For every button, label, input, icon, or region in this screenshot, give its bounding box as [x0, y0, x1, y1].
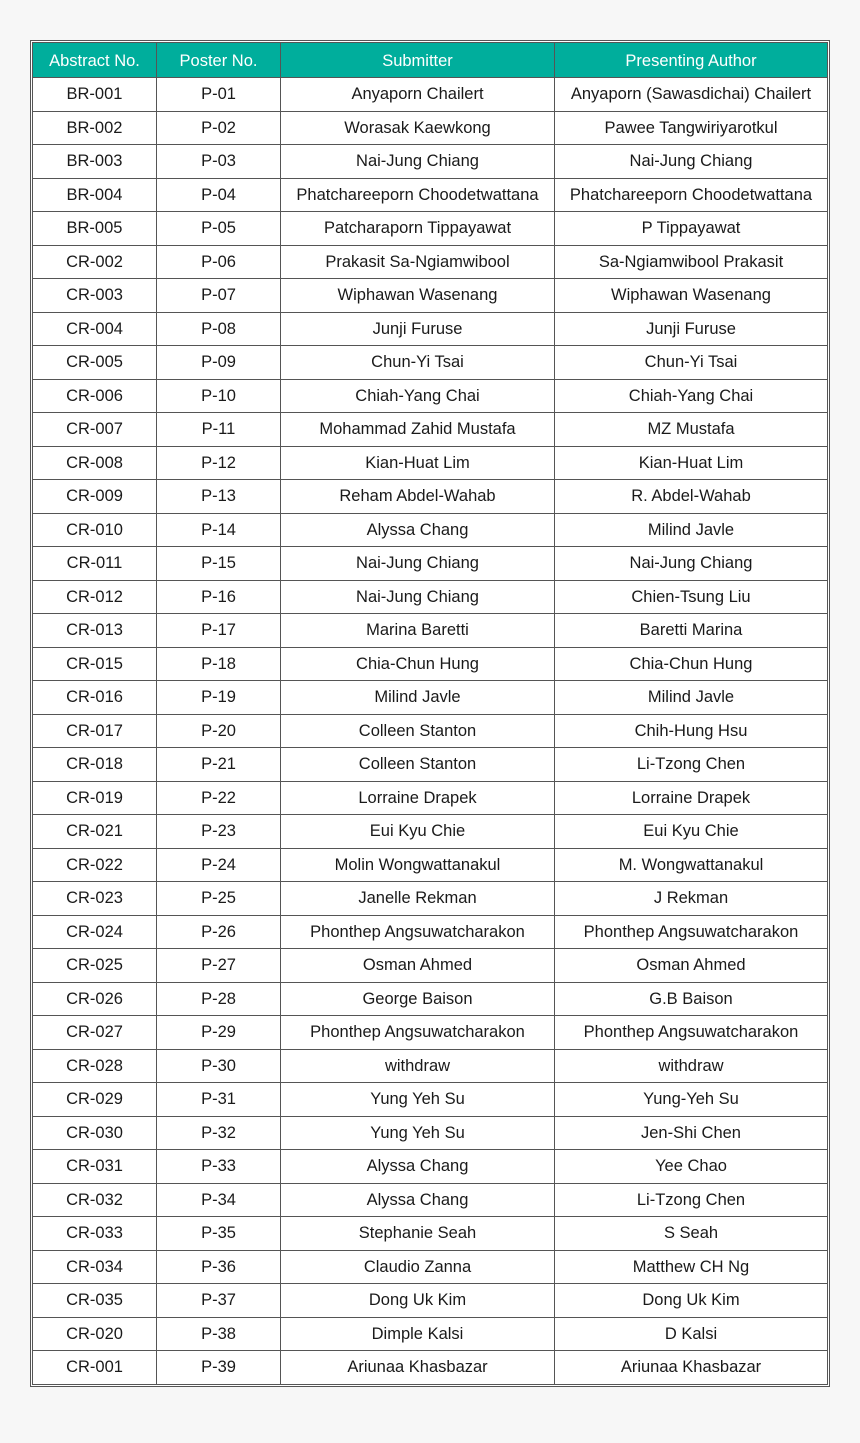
poster-no-cell: P-11	[157, 413, 281, 447]
abstract-no-cell: CR-033	[33, 1217, 157, 1251]
submitter-cell: Reham Abdel-Wahab	[281, 480, 555, 514]
header-presenting-author: Presenting Author	[555, 43, 828, 78]
table-row	[33, 848, 828, 882]
abstract-no-cell: CR-026	[33, 982, 157, 1016]
abstract-no-cell: CR-020	[33, 1317, 157, 1351]
presenting-author-cell: Li-Tzong Chen	[555, 1183, 828, 1217]
submitter-cell: Yung Yeh Su	[281, 1116, 555, 1150]
presenting-author-cell: Chien-Tsung Liu	[555, 580, 828, 614]
table-row	[33, 614, 828, 648]
submitter-cell: Dimple Kalsi	[281, 1317, 555, 1351]
table-row	[33, 748, 828, 782]
table-row	[33, 480, 828, 514]
presenting-author-cell: M. Wongwattanakul	[555, 848, 828, 882]
poster-no-cell: P-08	[157, 312, 281, 346]
table-row	[33, 78, 828, 112]
submitter-cell: Mohammad Zahid Mustafa	[281, 413, 555, 447]
submitter-cell: Anyaporn Chailert	[281, 78, 555, 112]
table-row	[33, 379, 828, 413]
abstract-no-cell: CR-001	[33, 1351, 157, 1385]
poster-no-cell: P-12	[157, 446, 281, 480]
abstract-no-cell: CR-019	[33, 781, 157, 815]
abstract-no-cell: BR-005	[33, 212, 157, 246]
abstract-no-cell: BR-002	[33, 111, 157, 145]
presenting-author-cell: R. Abdel-Wahab	[555, 480, 828, 514]
table-header	[33, 43, 828, 78]
submitter-cell: Osman Ahmed	[281, 949, 555, 983]
submitter-cell: Phonthep Angsuwatcharakon	[281, 1016, 555, 1050]
poster-no-cell: P-34	[157, 1183, 281, 1217]
presenting-author-cell: Chiah-Yang Chai	[555, 379, 828, 413]
abstract-no-cell: CR-028	[33, 1049, 157, 1083]
submitter-cell: Chiah-Yang Chai	[281, 379, 555, 413]
poster-no-cell: P-10	[157, 379, 281, 413]
abstract-no-cell: CR-021	[33, 815, 157, 849]
abstract-no-cell: CR-025	[33, 949, 157, 983]
table-row	[33, 212, 828, 246]
presenting-author-cell: Jen-Shi Chen	[555, 1116, 828, 1150]
poster-no-cell: P-15	[157, 547, 281, 581]
presenting-author-cell: Yung-Yeh Su	[555, 1083, 828, 1117]
presenting-author-cell: Chia-Chun Hung	[555, 647, 828, 681]
submitter-cell: Alyssa Chang	[281, 1150, 555, 1184]
poster-no-cell: P-03	[157, 145, 281, 179]
abstract-no-cell: BR-004	[33, 178, 157, 212]
table-row	[33, 1183, 828, 1217]
poster-no-cell: P-22	[157, 781, 281, 815]
abstract-no-cell: BR-001	[33, 78, 157, 112]
submitter-cell: Alyssa Chang	[281, 513, 555, 547]
poster-no-cell: P-20	[157, 714, 281, 748]
table-row	[33, 1317, 828, 1351]
submitter-cell: Colleen Stanton	[281, 748, 555, 782]
poster-no-cell: P-25	[157, 882, 281, 916]
abstract-no-cell: CR-011	[33, 547, 157, 581]
poster-no-cell: P-23	[157, 815, 281, 849]
submitter-cell: Chia-Chun Hung	[281, 647, 555, 681]
table-row	[33, 1284, 828, 1318]
submitter-cell: Chun-Yi Tsai	[281, 346, 555, 380]
presenting-author-cell: Kian-Huat Lim	[555, 446, 828, 480]
table-row	[33, 413, 828, 447]
abstract-no-cell: CR-022	[33, 848, 157, 882]
submitter-cell: Patcharaporn Tippayawat	[281, 212, 555, 246]
abstract-no-cell: CR-016	[33, 681, 157, 715]
abstract-no-cell: CR-032	[33, 1183, 157, 1217]
poster-no-cell: P-37	[157, 1284, 281, 1318]
presenting-author-cell: P Tippayawat	[555, 212, 828, 246]
submitter-cell: Molin Wongwattanakul	[281, 848, 555, 882]
poster-no-cell: P-21	[157, 748, 281, 782]
presenting-author-cell: withdraw	[555, 1049, 828, 1083]
table-row	[33, 1049, 828, 1083]
poster-no-cell: P-39	[157, 1351, 281, 1385]
abstract-no-cell: CR-029	[33, 1083, 157, 1117]
poster-no-cell: P-24	[157, 848, 281, 882]
table-row	[33, 815, 828, 849]
abstract-no-cell: CR-018	[33, 748, 157, 782]
header-abstract-no: Abstract No.	[33, 43, 157, 78]
submitter-cell: Ariunaa Khasbazar	[281, 1351, 555, 1385]
table-row	[33, 1217, 828, 1251]
table-row	[33, 312, 828, 346]
presenting-author-cell: Yee Chao	[555, 1150, 828, 1184]
submitter-cell: George Baison	[281, 982, 555, 1016]
poster-no-cell: P-07	[157, 279, 281, 313]
poster-no-cell: P-36	[157, 1250, 281, 1284]
poster-no-cell: P-06	[157, 245, 281, 279]
presenting-author-cell: Pawee Tangwiriyarotkul	[555, 111, 828, 145]
table-row	[33, 1351, 828, 1385]
submitter-cell: Eui Kyu Chie	[281, 815, 555, 849]
header-submitter: Submitter	[281, 43, 555, 78]
presenting-author-cell: S Seah	[555, 1217, 828, 1251]
presenting-author-cell: Anyaporn (Sawasdichai) Chailert	[555, 78, 828, 112]
header-row	[33, 43, 828, 78]
poster-no-cell: P-09	[157, 346, 281, 380]
poster-no-cell: P-01	[157, 78, 281, 112]
presenting-author-cell: Eui Kyu Chie	[555, 815, 828, 849]
submitter-cell: Yung Yeh Su	[281, 1083, 555, 1117]
table-body	[33, 78, 828, 1385]
presenting-author-cell: Dong Uk Kim	[555, 1284, 828, 1318]
presenting-author-cell: J Rekman	[555, 882, 828, 916]
table-row	[33, 949, 828, 983]
submitter-cell: Claudio Zanna	[281, 1250, 555, 1284]
abstract-no-cell: BR-003	[33, 145, 157, 179]
abstract-no-cell: CR-003	[33, 279, 157, 313]
submitter-cell: Marina Baretti	[281, 614, 555, 648]
presenting-author-cell: D Kalsi	[555, 1317, 828, 1351]
presenting-author-cell: G.B Baison	[555, 982, 828, 1016]
submitter-cell: Milind Javle	[281, 681, 555, 715]
abstract-no-cell: CR-009	[33, 480, 157, 514]
submitter-cell: Lorraine Drapek	[281, 781, 555, 815]
abstract-no-cell: CR-035	[33, 1284, 157, 1318]
abstract-no-cell: CR-034	[33, 1250, 157, 1284]
presenting-author-cell: Junji Furuse	[555, 312, 828, 346]
table-row	[33, 513, 828, 547]
submitter-cell: Colleen Stanton	[281, 714, 555, 748]
table-row	[33, 1083, 828, 1117]
presenting-author-cell: Milind Javle	[555, 513, 828, 547]
abstract-no-cell: CR-013	[33, 614, 157, 648]
poster-no-cell: P-13	[157, 480, 281, 514]
presenting-author-cell: Chun-Yi Tsai	[555, 346, 828, 380]
poster-no-cell: P-38	[157, 1317, 281, 1351]
presenting-author-cell: Osman Ahmed	[555, 949, 828, 983]
presenting-author-cell: Matthew CH Ng	[555, 1250, 828, 1284]
presenting-author-cell: Chih-Hung Hsu	[555, 714, 828, 748]
table-row	[33, 882, 828, 916]
presenting-author-cell: Ariunaa Khasbazar	[555, 1351, 828, 1385]
poster-no-cell: P-18	[157, 647, 281, 681]
table-row	[33, 178, 828, 212]
table-row	[33, 245, 828, 279]
abstract-no-cell: CR-031	[33, 1150, 157, 1184]
presenting-author-cell: Phonthep Angsuwatcharakon	[555, 1016, 828, 1050]
poster-no-cell: P-17	[157, 614, 281, 648]
submitter-cell: Worasak Kaewkong	[281, 111, 555, 145]
poster-no-cell: P-19	[157, 681, 281, 715]
poster-table-frame	[30, 40, 830, 1387]
table-row	[33, 647, 828, 681]
table-row	[33, 1116, 828, 1150]
presenting-author-cell: Sa-Ngiamwibool Prakasit	[555, 245, 828, 279]
presenting-author-cell: Wiphawan Wasenang	[555, 279, 828, 313]
abstract-no-cell: CR-006	[33, 379, 157, 413]
presenting-author-cell: Phonthep Angsuwatcharakon	[555, 915, 828, 949]
poster-no-cell: P-35	[157, 1217, 281, 1251]
submitter-cell: Prakasit Sa-Ngiamwibool	[281, 245, 555, 279]
submitter-cell: Dong Uk Kim	[281, 1284, 555, 1318]
submitter-cell: Nai-Jung Chiang	[281, 145, 555, 179]
abstract-no-cell: CR-004	[33, 312, 157, 346]
submitter-cell: Janelle Rekman	[281, 882, 555, 916]
table-row	[33, 982, 828, 1016]
presenting-author-cell: Phatchareeporn Choodetwattana	[555, 178, 828, 212]
abstract-no-cell: CR-010	[33, 513, 157, 547]
presenting-author-cell: Lorraine Drapek	[555, 781, 828, 815]
submitter-cell: Wiphawan Wasenang	[281, 279, 555, 313]
table-row	[33, 915, 828, 949]
presenting-author-cell: Nai-Jung Chiang	[555, 547, 828, 581]
abstract-no-cell: CR-015	[33, 647, 157, 681]
submitter-cell: Nai-Jung Chiang	[281, 580, 555, 614]
submitter-cell: Phatchareeporn Choodetwattana	[281, 178, 555, 212]
poster-no-cell: P-32	[157, 1116, 281, 1150]
submitter-cell: Nai-Jung Chiang	[281, 547, 555, 581]
abstract-no-cell: CR-007	[33, 413, 157, 447]
table-row	[33, 547, 828, 581]
poster-no-cell: P-05	[157, 212, 281, 246]
submitter-cell: Kian-Huat Lim	[281, 446, 555, 480]
submitter-cell: Phonthep Angsuwatcharakon	[281, 915, 555, 949]
abstract-no-cell: CR-027	[33, 1016, 157, 1050]
table-row	[33, 681, 828, 715]
poster-no-cell: P-28	[157, 982, 281, 1016]
abstract-no-cell: CR-012	[33, 580, 157, 614]
table-row	[33, 1150, 828, 1184]
table-row	[33, 781, 828, 815]
submitter-cell: Alyssa Chang	[281, 1183, 555, 1217]
poster-no-cell: P-27	[157, 949, 281, 983]
poster-no-cell: P-02	[157, 111, 281, 145]
abstract-no-cell: CR-008	[33, 446, 157, 480]
table-row	[33, 346, 828, 380]
submitter-cell: Stephanie Seah	[281, 1217, 555, 1251]
poster-table	[32, 42, 828, 1385]
table-row	[33, 145, 828, 179]
table-row	[33, 279, 828, 313]
presenting-author-cell: Milind Javle	[555, 681, 828, 715]
poster-no-cell: P-30	[157, 1049, 281, 1083]
presenting-author-cell: Baretti Marina	[555, 614, 828, 648]
table-row	[33, 111, 828, 145]
presenting-author-cell: MZ Mustafa	[555, 413, 828, 447]
table-row	[33, 446, 828, 480]
abstract-no-cell: CR-005	[33, 346, 157, 380]
poster-no-cell: P-31	[157, 1083, 281, 1117]
abstract-no-cell: CR-030	[33, 1116, 157, 1150]
table-row	[33, 1250, 828, 1284]
poster-no-cell: P-14	[157, 513, 281, 547]
poster-no-cell: P-26	[157, 915, 281, 949]
abstract-no-cell: CR-017	[33, 714, 157, 748]
abstract-no-cell: CR-002	[33, 245, 157, 279]
presenting-author-cell: Li-Tzong Chen	[555, 748, 828, 782]
abstract-no-cell: CR-024	[33, 915, 157, 949]
presenting-author-cell: Nai-Jung Chiang	[555, 145, 828, 179]
poster-no-cell: P-16	[157, 580, 281, 614]
table-row	[33, 1016, 828, 1050]
header-poster-no: Poster No.	[157, 43, 281, 78]
abstract-no-cell: CR-023	[33, 882, 157, 916]
submitter-cell: withdraw	[281, 1049, 555, 1083]
poster-no-cell: P-04	[157, 178, 281, 212]
table-row	[33, 714, 828, 748]
poster-no-cell: P-33	[157, 1150, 281, 1184]
poster-no-cell: P-29	[157, 1016, 281, 1050]
table-row	[33, 580, 828, 614]
submitter-cell: Junji Furuse	[281, 312, 555, 346]
